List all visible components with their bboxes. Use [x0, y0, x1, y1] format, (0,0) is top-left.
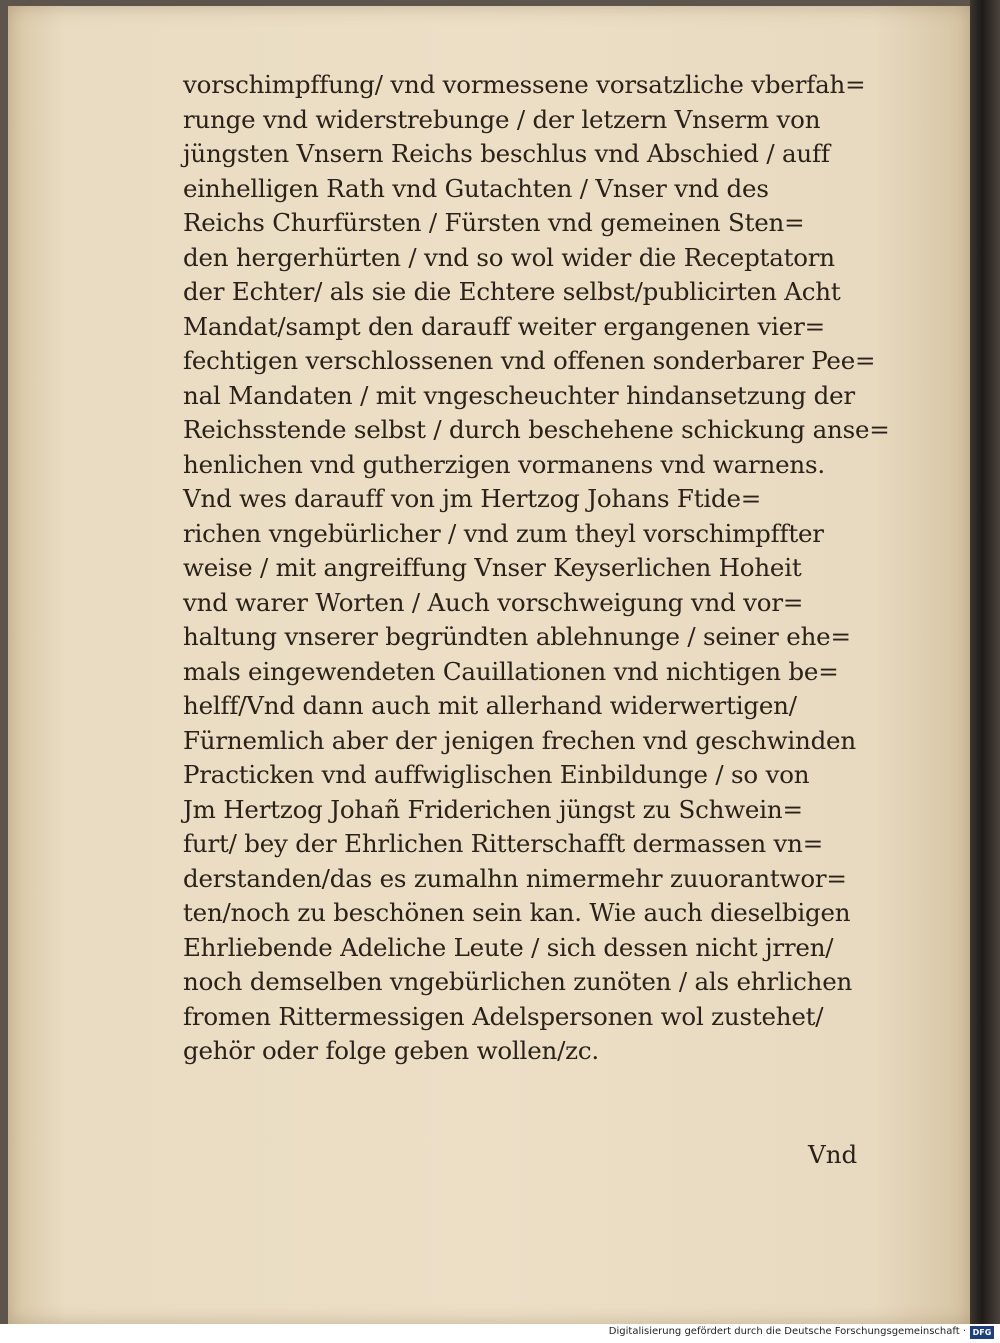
- text-line: fechtigen verschlossenen vnd offenen sonderbarer Pee=: [183, 346, 876, 375]
- catchword: Vnd: [808, 1140, 858, 1169]
- dfg-logo: DFG: [970, 1326, 994, 1339]
- text-line: gehör oder folge geben wollen/zc.: [183, 1036, 599, 1065]
- text-line: henlichen vnd gutherzigen vormanens vnd warnens.: [183, 449, 825, 479]
- text-line: Ehrliebende Adeliche Leute / sich dessen nicht jrren/: [183, 932, 834, 962]
- footer-credit: Digitalisierung gefördert durch die Deutsche Forschungsgemeinschaft ·: [608, 1326, 966, 1337]
- text-line: Jm Hertzog Johañ Friderichen jüngst zu Schwein=: [183, 794, 803, 824]
- text-line: Reichs Churfürsten / Fürsten vnd gemeinen Sten=: [183, 208, 805, 237]
- body-text: [183, 68, 890, 1069]
- text-line: runge vnd widerstrebunge / der letzern Vnserm von: [183, 104, 821, 134]
- text-line: vnd warer Worten / Auch vorschweigung vnd vor=: [183, 587, 804, 617]
- text-line: richen vngebürlicher / vnd zum theyl vorschimpffter: [183, 518, 824, 548]
- text-line: Mandat/sampt den darauff weiter ergangenen vier=: [183, 311, 825, 341]
- text-line: derstanden/das es zumalhn nimermehr zuuorantwor=: [183, 863, 847, 893]
- text-line: Practicken vnd auffwiglischen Einbildunge / so von: [183, 760, 810, 789]
- text-line: haltung vnserer begründten ablehnunge / seiner ehe=: [183, 622, 851, 651]
- text-line: furt/ bey der Ehrlichen Ritterschafft dermassen vn=: [183, 829, 824, 858]
- text-line: den hergerhürten / vnd so wol wider die Receptatorn: [183, 242, 835, 272]
- text-line: Reichsstende selbst / durch beschehene schickung anse=: [183, 415, 890, 444]
- text-line: helff/Vnd dann auch mit allerhand widerwertigen/: [183, 691, 797, 720]
- book-edge: [970, 0, 1000, 1343]
- text-line: vorschimpffung/ vnd vormessene vorsatzliche vberfah=: [183, 70, 866, 99]
- text-line: ten/noch zu beschönen sein kan. Wie auch dieselbigen: [183, 898, 851, 927]
- text-line: der Echter/ als sie die Echtere selbst/publicirten Acht: [183, 277, 841, 306]
- text-line: mals eingewendeten Cauillationen vnd nichtigen be=: [183, 656, 839, 686]
- text-line: noch demselben vngebürlichen zunöten / als ehrlichen: [183, 967, 853, 996]
- text-line: fromen Rittermessigen Adelspersonen wol zustehet/: [183, 1001, 824, 1031]
- text-line: jüngsten Vnsern Reichs beschlus vnd Abschied / auff: [183, 139, 830, 168]
- text-line: Fürnemlich aber der jenigen frechen vnd geschwinden: [183, 725, 856, 755]
- text-line: weise / mit angreiffung Vnser Keyserlichen Hoheit: [183, 553, 802, 582]
- text-line: Vnd wes darauff von jm Hertzog Johans Ftide=: [183, 484, 762, 513]
- text-line: einhelligen Rath vnd Gutachten / Vnser vnd des: [183, 173, 769, 203]
- text-line: nal Mandaten / mit vngescheuchter hindansetzung der: [183, 380, 855, 410]
